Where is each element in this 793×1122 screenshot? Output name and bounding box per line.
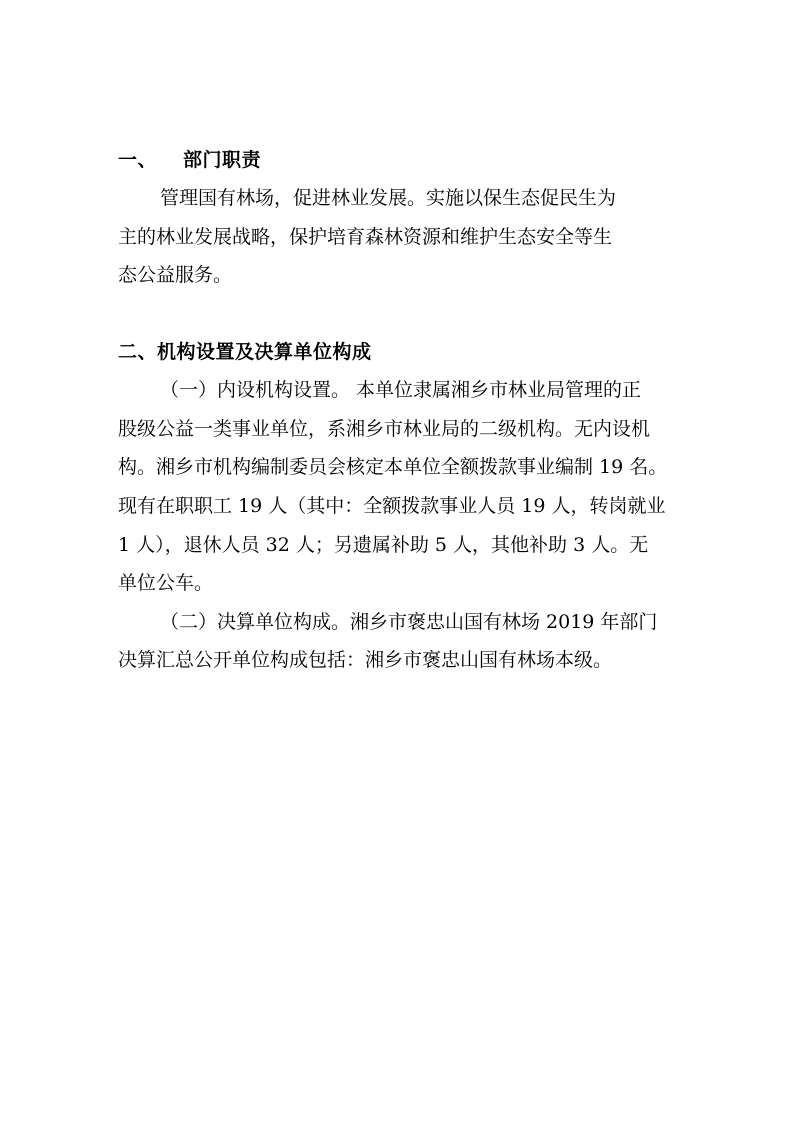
- section-2-heading: 二、机构设置及决算单位构成: [118, 341, 372, 363]
- section-2-paragraph-1-line: 构。湘乡市机构编制委员会核定本单位全额拨款事业编制 19 名。: [118, 456, 668, 478]
- section-2-paragraph-1-line: （一）内设机构设置。 本单位隶属湘乡市林业局管理的正: [160, 379, 642, 401]
- section-1-paragraph-line: 管理国有林场，促进林业发展。实施以保生态促民生为: [160, 187, 617, 209]
- section-2-paragraph-2-line: （二）决算单位构成。湘乡市褒忠山国有林场 2019 年部门: [160, 611, 658, 633]
- section-1-paragraph-line: 态公益服务。: [118, 264, 233, 286]
- section-1-title: 部门职责: [183, 149, 262, 171]
- section-2-paragraph-1-line: 单位公车。: [118, 572, 214, 594]
- section-2-paragraph-1-line: 股级公益一类事业单位，系湘乡市林业局的二级机构。无内设机: [118, 418, 651, 440]
- section-1-number: 一、: [118, 149, 158, 171]
- section-2-paragraph-1-line: 1 人），退休人员 32 人；另遗属补助 5 人，其他补助 3 人。无: [118, 534, 649, 556]
- section-1-paragraph-line: 主的林业发展战略，保护培育森林资源和维护生态安全等生: [118, 226, 613, 248]
- section-2-paragraph-2-line: 决算汇总公开单位构成包括：湘乡市褒忠山国有林场本级。: [118, 649, 613, 671]
- section-2-paragraph-1-line: 现有在职职工 19 人（其中：全额拨款事业人员 19 人，转岗就业: [118, 495, 666, 517]
- section-1-heading: [118, 148, 261, 172]
